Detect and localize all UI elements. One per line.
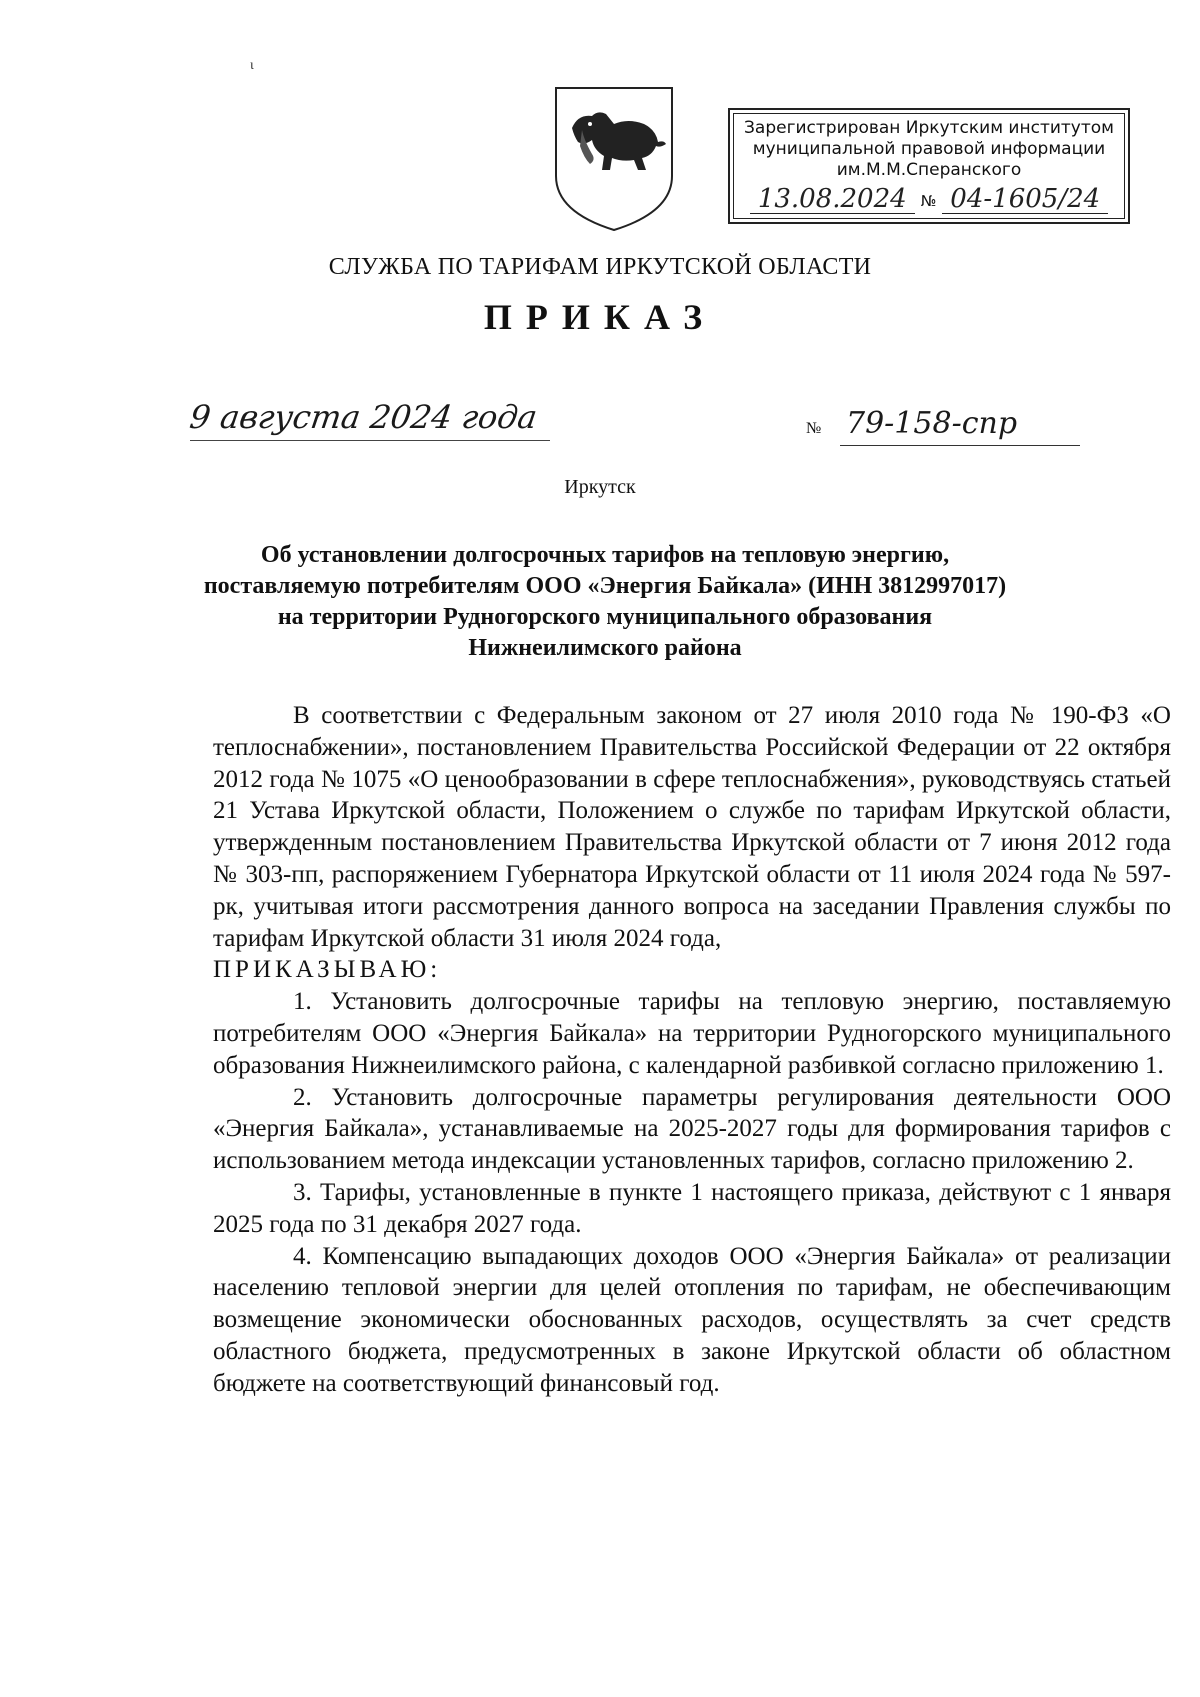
title-line: Нижнеилимского района (468, 635, 742, 661)
number-underline (840, 445, 1080, 446)
document-title (170, 540, 1040, 664)
stamp-line-2: муниципальной правовой информации (752, 139, 1106, 159)
number-label: № (806, 420, 822, 437)
city: Иркутск (564, 476, 636, 498)
stamp-no-label: № (920, 192, 937, 210)
stamp-reg-date: 13.08.2024 (750, 185, 915, 214)
handwritten-number: 79-158-спр (846, 406, 1018, 441)
stamp-registration-row (734, 185, 1124, 214)
order-word: ПРИКАЗЫВАЮ: (213, 956, 442, 984)
agency-name: СЛУЖБА ПО ТАРИФАМ ИРКУТСКОЙ ОБЛАСТИ (328, 254, 872, 280)
document-body (213, 700, 1171, 1400)
corner-mark: ι (250, 58, 254, 73)
order-item-3: 3. Тарифы, установленные в пункте 1 настоящего приказа, действуют с 1 января 2025 года по 31 декабря 2027 года. (213, 1178, 1171, 1238)
stamp-line-3: им.М.М.Сперанского (836, 160, 1022, 180)
title-line: Об установлении долгосрочных тарифов на тепловую энергию, (260, 542, 950, 568)
title-line: поставляемую потребителям ООО «Энергия Байкала» (ИНН 3812997017) (203, 573, 1007, 599)
title-line: на территории Рудногорского муниципального образования (277, 604, 933, 630)
registration-stamp (728, 108, 1130, 224)
date-underline (190, 440, 550, 441)
document-type: ПРИКАЗ (483, 297, 717, 337)
order-item-4: 4. Компенсацию выпадающих доходов ООО «Энергия Байкала» от реализации населению тепловой энергии для целей отопления по тарифам, не обеспечивающим возмещение экономически обоснованных расходов, осуществлять за счет средств областного бюджета, предусмотренных в законе Иркутской области об областном бюджете на соответствующий финансовый год. (213, 1242, 1171, 1397)
stamp-reg-number: 04-1605/24 (942, 185, 1108, 214)
coat-of-arms-icon (548, 84, 680, 234)
handwritten-date: 9 августа 2024 года (187, 398, 540, 436)
order-item-2: 2. Установить долгосрочные параметры регулирования деятельности ООО «Энергия Байкала», устанавливаемые на 2025-2027 годы для формирования тарифов с использованием метода индексации установленных тарифов, согласно приложению 2. (213, 1083, 1171, 1175)
preamble-paragraph: В соответствии с Федеральным законом от 27 июля 2010 года № 190-ФЗ «О теплоснабжении», постановлением Правительства Российской Федерации от 22 октября 2012 года № 1075 «О ценообразовании в сфере теплоснабжения», руководствуясь статьей 21 Устава Иркутской области, Положением о службе по тарифам Иркутской области, утвержденным постановлением Правительства Иркутской области от 7 июня 2012 года № 303-пп, распоряжением Губернатора Иркутской области от 11 июля 2024 года № 597-рк, учитывая итоги рассмотрения данного вопроса на заседании Правления службы по тарифам Иркутской области 31 июля 2024 года, (213, 702, 1171, 952)
stamp-line-1: Зарегистрирован Иркутским институтом (744, 118, 1114, 138)
order-item-1: 1. Установить долгосрочные тарифы на тепловую энергию, поставляемую потребителям ООО «Энергия Байкала» на территории Рудногорского муниципального образования Нижнеилимского района, с календарной разбивкой согласно приложению 1. (213, 988, 1171, 1079)
